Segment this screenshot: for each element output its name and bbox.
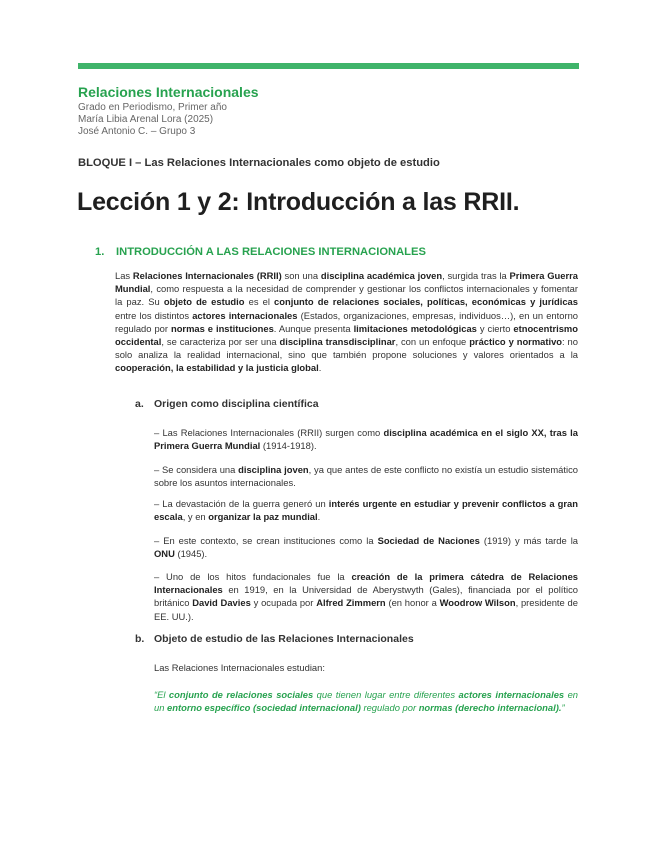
bold-term: Sociedad de Naciones (377, 535, 480, 546)
bold-term: Relaciones Internacionales (RRII) (132, 270, 282, 281)
subsection-title: Origen como disciplina científica (154, 398, 319, 410)
section-heading (95, 246, 426, 258)
bold-term: interés urgente en estudiar y prevenir conflictos a gran escala (154, 498, 578, 523)
bold-term: etnocentrismo occidental (115, 322, 578, 348)
document-header (78, 84, 578, 138)
bold-term: Woodrow Wilson (439, 597, 516, 609)
bold-term: Primera Guerra Mundial (115, 270, 578, 295)
bold-term: normas e instituciones (170, 322, 274, 334)
bold-term: disciplina académica joven (320, 270, 443, 281)
bold-term: actores internacionales (192, 309, 298, 321)
origin-point-1: – Las Relaciones Internacionales (RRII) surgen como disciplina académica en el siglo XX, tras la Primera Guerra Mundial (1914-1918). (154, 427, 578, 452)
bold-term: disciplina académica en el siglo XX, tras la Primera Guerra Mundial (154, 427, 578, 452)
bold-term: cooperación, la estabilidad y la justicia global (115, 362, 319, 374)
subsection-letter: a. (135, 398, 144, 410)
block-title: BLOQUE I – Las Relaciones Internacionales como objeto de estudio (78, 157, 440, 169)
definition-quote: “El conjunto de relaciones sociales que tienen lugar entre diferentes actores internacionales en un entorno específico (sociedad internacional) regulado por normas (derecho internacional).” (154, 689, 579, 714)
origin-point-5: – Uno de los hitos fundacionales fue la creación de la primera cátedra de Relaciones Internacionales en 1919, en la Universidad de Aberystwyth (Gales), financiada por el político británico David Davies y ocupada por Alfred Zimmern (en honor a Woodrow Wilson, presidente de EE. UU.). (154, 571, 578, 622)
subsection-title: Objeto de estudio de las Relaciones Internacionales (154, 633, 414, 645)
bold-term: conjunto de relaciones sociales, políticas, económicas y jurídicas (274, 296, 578, 308)
section-title: INTRODUCCIÓN A LAS RELACIONES INTERNACIONALES (116, 246, 426, 258)
degree-line: Grado en Periodismo, Primer año (78, 102, 227, 113)
bold-term: objeto de estudio (163, 296, 245, 308)
student-line: José Antonio C. – Grupo 3 (78, 126, 196, 137)
bold-term: normas (derecho internacional). (418, 702, 562, 714)
section-number: 1. (95, 246, 105, 258)
subsection-heading-b (135, 633, 414, 645)
course-title: Relaciones Internacionales (78, 84, 259, 100)
bold-term: entorno específico (sociedad internacional) (167, 702, 361, 714)
bold-term: actores internacionales (458, 689, 565, 700)
bold-term: David Davies (192, 597, 251, 609)
bold-term: limitaciones metodológicas (353, 322, 477, 334)
bold-term: disciplina joven (238, 464, 309, 475)
subsection-heading-a (135, 398, 319, 410)
header-accent-bar (78, 63, 579, 69)
study-lead: Las Relaciones Internacionales estudian: (154, 662, 325, 673)
intro-paragraph: Las Relaciones Internacionales (RRII) son una disciplina académica joven, surgida tras la Primera Guerra Mundial, como respuesta a la necesidad de comprender y gestionar los conflictos internacionales y fomentar la paz. Su objeto de estudio es el conjunto de relaciones sociales, políticas, económicas y jurídicas entre los distintos actores internacionales (Estados, organizaciones, empresas, individuos…), en un entorno regulado por normas e instituciones. Aunque presenta limitaciones metodológicas y cierto etnocentrismo occidental, se caracteriza por ser una disciplina transdisciplinar, con un enfoque práctico y normativo: no solo analiza la realidad internacional, sino que también propone soluciones y valores orientados a la cooperación, la estabilidad y la justicia global. (115, 270, 579, 374)
origin-point-2: – Se considera una disciplina joven, ya que antes de este conflicto no existía un estudio sistemático sobre los asuntos internacionales. (154, 464, 578, 489)
subsection-letter: b. (135, 633, 145, 645)
bold-term: ONU (154, 548, 175, 560)
bold-term: práctico y normativo (469, 336, 563, 348)
bold-term: conjunto de relaciones sociales (168, 689, 314, 700)
bold-term: disciplina transdisciplinar (279, 336, 396, 348)
bold-term: organizar la paz mundial (208, 511, 318, 523)
author-line: María Libia Arenal Lora (2025) (78, 114, 214, 125)
origin-point-4: – En este contexto, se crean instituciones como la Sociedad de Naciones (1919) y más tarde la ONU (1945). (154, 535, 578, 560)
origin-point-3: – La devastación de la guerra generó un interés urgente en estudiar y prevenir conflictos a gran escala, y en organizar la paz mundial. (154, 498, 578, 523)
lesson-title: Lección 1 y 2: Introducción a las RRII. (77, 188, 520, 216)
bold-term: creación de la primera cátedra de Relaciones Internacionales (154, 571, 578, 596)
bold-term: Alfred Zimmern (316, 597, 386, 609)
